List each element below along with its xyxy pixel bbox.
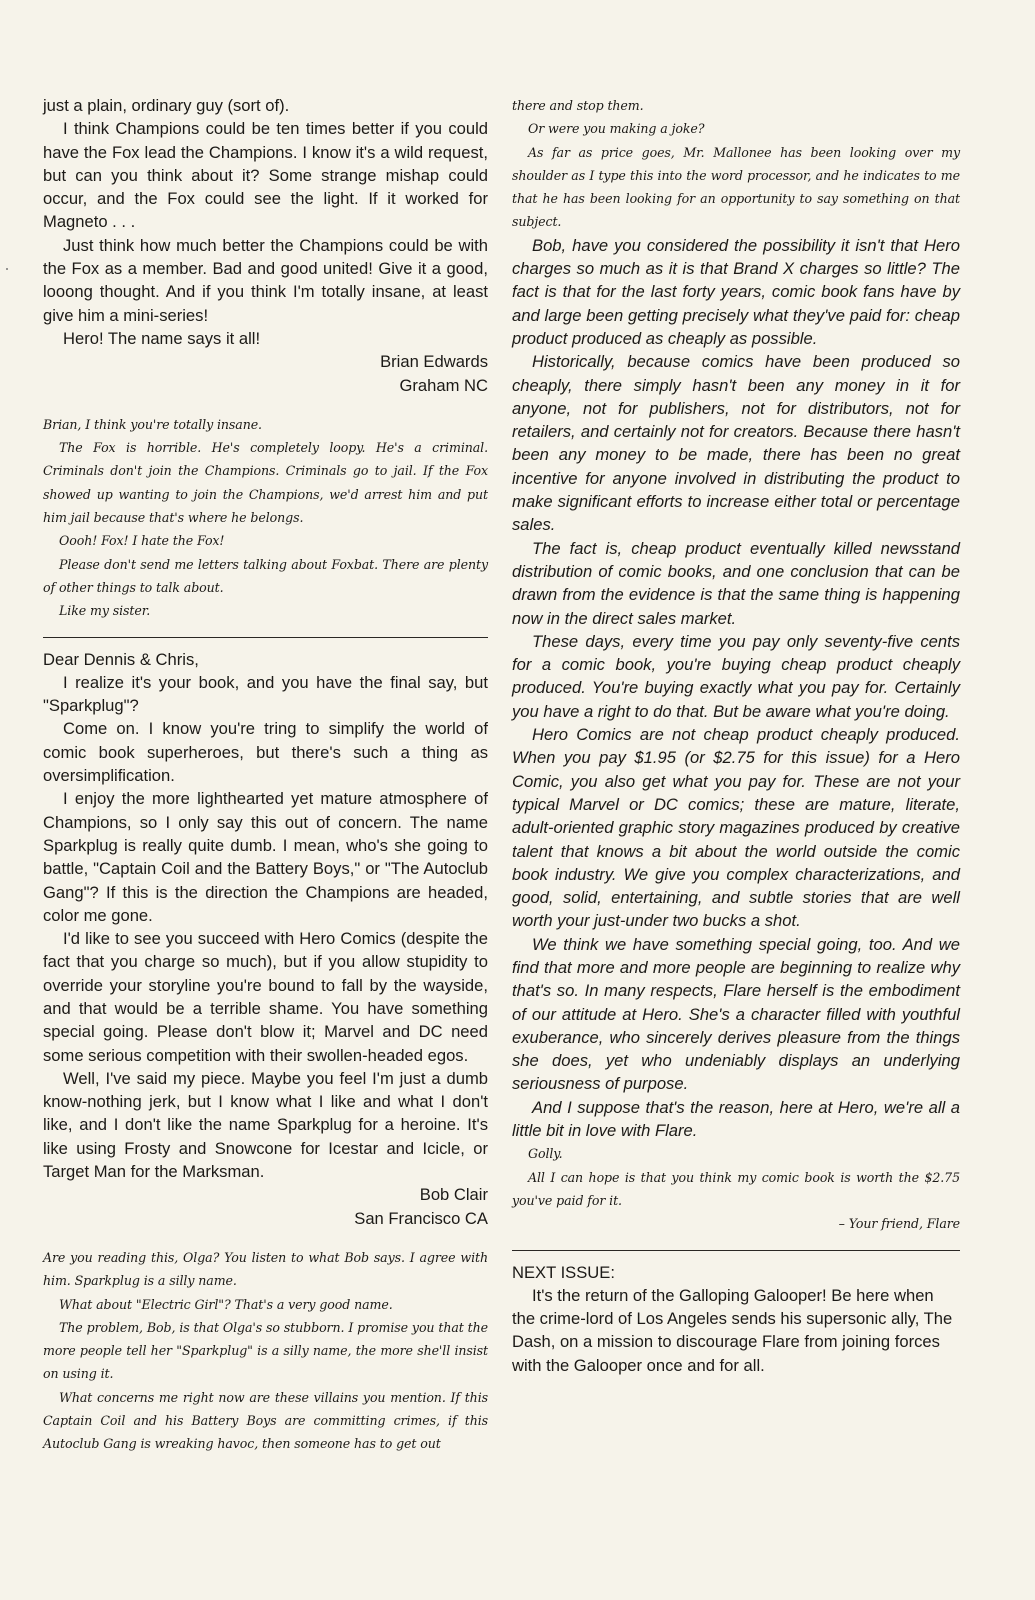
next-issue-heading: NEXT ISSUE: bbox=[512, 1262, 615, 1282]
left-column bbox=[43, 94, 488, 1456]
signature-name: Brian Edwards bbox=[380, 352, 488, 372]
letter-greeting: Dear Dennis & Chris, bbox=[43, 649, 199, 669]
signature-place: San Francisco CA bbox=[354, 1208, 488, 1228]
letter-paragraph: Come on. I know you're tring to simplify the world of comic book superheroes, but there's such a thing as oversimplification. bbox=[43, 719, 488, 786]
letter-paragraph: just a plain, ordinary guy (sort of). bbox=[43, 96, 290, 115]
reply-continued bbox=[512, 94, 960, 234]
reply-paragraph: All I can hope is that you think my comic book is worth the $2.75 you've paid for it. bbox=[512, 1169, 960, 1208]
letter-paragraph: I enjoy the more lighthearted yet mature atmosphere of Champions, so I only say this out of concern. The name Sparkplug is really quite dumb. I mean, who's she going to battle, "Captain Coil and the Battery Boys," or "The Autoclub Gang"? If this is the direction the Champions are headed, color me gone. bbox=[43, 789, 488, 925]
letter-paragraph: I realize it's your book, and you have the final say, but "Sparkplug"? bbox=[43, 672, 488, 716]
editorial-paragraph: The fact is, cheap product eventually killed newsstand distribution of comic books, and one conclusion that can be drawn from the evidence is that the same thing is happening now in the direct sales market. bbox=[512, 538, 960, 628]
reply-paragraph: Or were you making a joke? bbox=[528, 121, 705, 137]
letter-paragraph: Hero! The name says it all! bbox=[63, 328, 261, 348]
letter-paragraph: Well, I've said my piece. Maybe you feel I'm just a dumb know-nothing jerk, but I know what I like and what I don't like, and I don't like the name Sparkplug for a heroine. It's like using Frosty and Snowcone for Icestar and Icicle, or Target Man for the Marksman. bbox=[43, 1068, 488, 1182]
reply-paragraph: Oooh! Fox! I hate the Fox! bbox=[59, 533, 225, 549]
letter-brian-edwards bbox=[43, 94, 488, 397]
reply-paragraph: The Fox is horrible. He's completely loopy. He's a criminal. Criminals don't join the Champions. Criminals go to jail. If the Fox showed up wanting to join the Champions, we'd arrest him and put him jail because that's where he belongs. bbox=[43, 440, 488, 526]
letter-paragraph: I think Champions could be ten times better if you could have the Fox lead the Champions. I know it's a wild request, but can you think about it? Some strange mishap could occur, and the Fox could see the light. If it worked for Magneto . . . bbox=[43, 119, 488, 232]
editorial-paragraph: Hero Comics are not cheap product cheaply produced. When you pay $1.95 (or $2.75 for this issue) for a Hero Comic, you also get what you pay for. These are not your typical Marvel or DC comics; these are mature, literate, adult-oriented graphic story magazines produced by creative talent that knows a bit about the world outside the comic book industry. We give you complex characterizations, and good, solid, entertaining, and subtle stories that are well worth your just-under two bucks a shot. bbox=[512, 725, 960, 931]
section-divider bbox=[512, 1250, 960, 1251]
editorial-paragraph: And I suppose that's the reason, here at Hero, we're all a little bit in love with Flare. bbox=[512, 1097, 960, 1141]
letter-bob-clair bbox=[43, 648, 488, 1230]
reply-paragraph: Are you reading this, Olga? You listen to what Bob says. I agree with him. Sparkplug is a silly name. bbox=[43, 1249, 488, 1289]
reply-paragraph: Golly. bbox=[528, 1146, 563, 1162]
reply-to-brian bbox=[43, 413, 488, 623]
scan-speck bbox=[6, 268, 8, 270]
section-divider bbox=[43, 637, 488, 638]
reply-paragraph: Please don't send me letters talking about Foxbat. There are plenty of other things to talk about. bbox=[43, 556, 488, 595]
next-issue-box bbox=[512, 1261, 960, 1377]
reply-paragraph: Like my sister. bbox=[59, 603, 151, 619]
letter-paragraph: Just think how much better the Champions could be with the Fox as a member. Bad and good united! Give it a good, looong thought. And if you think I'm totally insane, at least give him a mini-series! bbox=[43, 235, 488, 325]
letter-paragraph: I'd like to see you succeed with Hero Comics (despite the fact that you charge so much), but if you allow stupidity to override your storyline you're bound to fall by the wayside, and that would be a terrible shame. You have something special going. Please don't blow it; Marvel and DC need some serious competition with their swollen-headed egos. bbox=[43, 929, 488, 1065]
next-issue-text: It's the return of the Galloping Galooper! Be here when the crime-lord of Los Angeles sends his supersonic ally, The Dash, on a mission to discourage Flare from joining forces with the Galooper once and for all. bbox=[512, 1285, 953, 1375]
reply-paragraph: What about "Electric Girl"? That's a very good name. bbox=[59, 1296, 393, 1312]
editorial-paragraph: Historically, because comics have been produced so cheaply, there simply hasn't been any money in it for anyone, not for publishers, not for distributors, not for retailers, and certainly not for creators. Because there hasn't been any money to be made, there has been no great incentive for anyone involved in distributing the product to make significant efforts to increase either total or percentage sales. bbox=[512, 352, 960, 535]
editorial-paragraph: Bob, have you considered the possibility it isn't that Hero charges so much as it is that Brand X charges so little? The fact is that for the last forty years, comic book fans have by and large been getting precisely what they've paid for: cheap product produced as cheaply as possible. bbox=[512, 235, 960, 348]
editorial-response bbox=[512, 234, 960, 1143]
reply-paragraph: there and stop them. bbox=[512, 98, 644, 113]
signature-place: Graham NC bbox=[399, 375, 488, 395]
editorial-paragraph: These days, every time you pay only seventy-five cents for a comic book, you're buying cheap product cheaply produced. You're buying exactly what you pay for. Certainly you have a right to do that. But be aware what you're doing. bbox=[512, 631, 960, 721]
reply-paragraph: The problem, Bob, is that Olga's so stubborn. I promise you that the more people tell her "Sparkplug" is a silly name, the more she'll insist on using it. bbox=[43, 1319, 488, 1382]
flare-closing bbox=[512, 1142, 960, 1235]
right-column bbox=[512, 94, 960, 1377]
signature-name: Bob Clair bbox=[419, 1185, 488, 1205]
reply-paragraph: Brian, I think you're totally insane. bbox=[43, 416, 262, 432]
reply-paragraph: What concerns me right now are these villains you mention. If this Captain Coil and his Battery Boys are committing crimes, if this Autoclub Gang is wreaking havoc, then someone has to get out bbox=[43, 1389, 488, 1452]
editorial-paragraph: We think we have something special going, too. And we find that more and more people are beginning to realize why that's so. In many respects, Flare herself is the embodiment of our attitude at Hero. She's a character filled with youthful exuberance, who sincerely derives pleasure from the things she does, yet who undeniably displays an underlying seriousness of purpose. bbox=[512, 934, 960, 1094]
flare-signoff: – Your friend, Flare bbox=[838, 1216, 960, 1232]
reply-paragraph: As far as price goes, Mr. Mallonee has been looking over my shoulder as I type this into the word processor, and he indicates to me that he has been looking for an opportunity to say something on that subject. bbox=[512, 144, 960, 230]
reply-to-bob bbox=[43, 1246, 488, 1456]
